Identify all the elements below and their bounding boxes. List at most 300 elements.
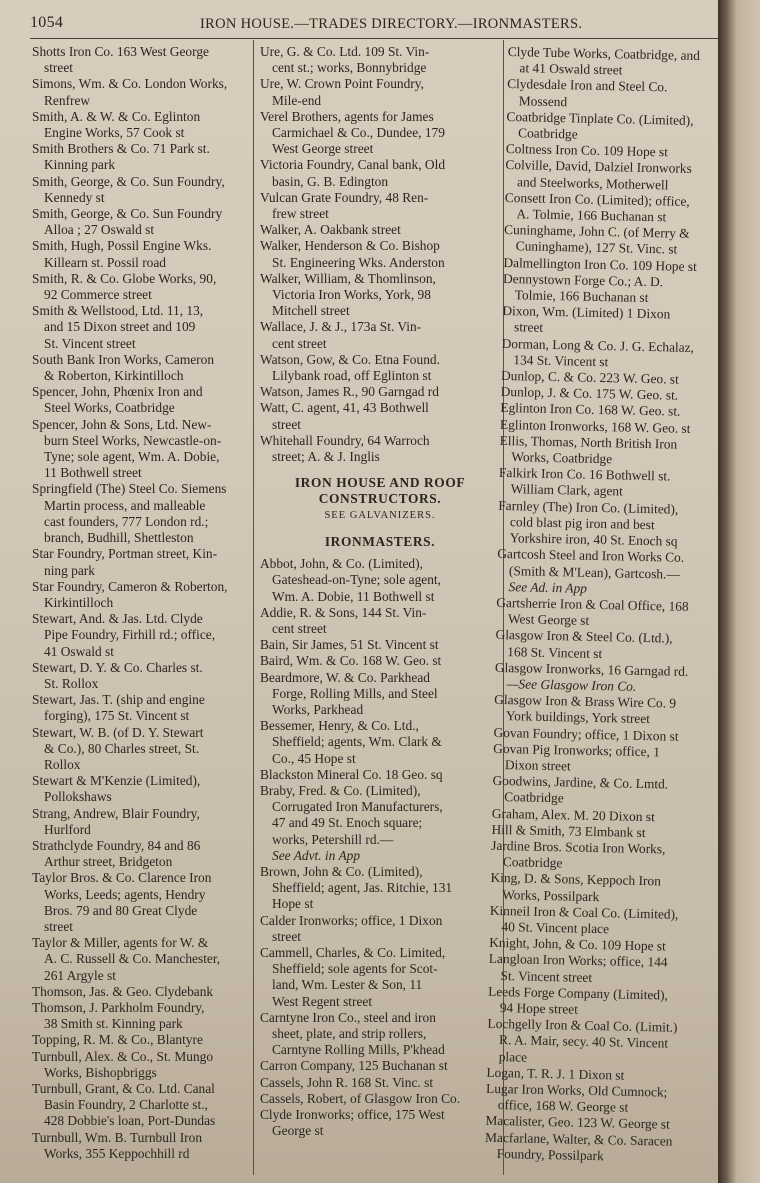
entry-line: A. Tolmie, 166 Buchanan st [516,206,667,225]
directory-entry [32,384,250,416]
entry-line: Knight, John, & Co. 109 Hope st [489,934,666,954]
entry-line: Whitehall Foundry, 64 Warroch [260,432,430,448]
entry-line: Alloa ; 27 Oswald st [44,222,155,238]
entry-line: & Roberton, Kirkintilloch [44,368,184,384]
entry-line: Works, Possilpark [502,886,600,904]
entry-line: Dunlop, J. & Co. 175 W. Geo. st. [500,384,679,403]
directory-entry [32,109,250,141]
entry-line: Falkirk Iron Co. 16 Bothwell st. [498,465,671,484]
directory-entry [260,238,500,270]
entry-line: Sheffield; agent, Jas. Ritchie, 131 [272,880,453,896]
entry-line: St. Vincent street [44,335,136,351]
directory-entry [260,352,500,384]
entry-line: Carntyne Iron Co., steel and iron [260,1009,436,1025]
entry-line: cent st.; works, Bonnybridge [272,60,427,76]
directory-entry [32,984,250,1000]
entry-line: Bros. 79 and 80 Great Clyde [44,902,198,918]
entry-line: Braby, Fred. & Co. (Limited), [260,782,421,798]
entry-line: Martin process, and malleable [44,497,206,513]
directory-entry [260,157,500,189]
entry-line: Calder Ironworks; office, 1 Dixon [260,912,443,928]
entry-line: Eglinton Ironworks, 168 W. Geo. st [499,416,691,436]
entry-line: St. Rollox [44,675,99,691]
entry-line: Smith, A. & W. & Co. Eglinton [32,108,201,124]
entry-line: Baird, Wm. & Co. 168 W. Geo. st [260,653,442,669]
entry-line: Carron Company, 125 Buchanan st [260,1058,448,1074]
entry-line: and Steelworks, Motherwell [516,173,669,193]
entry-line: Graham, Alex. M. 20 Dixon st [491,805,655,824]
entry-line: street [44,918,73,934]
directory-entry [32,1032,250,1048]
entry-line: Stewart, D. Y. & Co. Charles st. [32,659,203,675]
running-title: IRON HOUSE.—TRADES DIRECTORY.—IRONMASTERS. [200,16,583,32]
entry-line: Tyne; sole agent, Wm. A. Dobie, [44,449,220,465]
entry-line: Langloan Iron Works; office, 144 [488,951,668,970]
directory-entry [32,206,250,238]
entry-line: Beardmore, W. & Co. Parkhead [260,669,430,685]
entry-line: Lilybank road, off Eglinton st [272,368,432,384]
entry-line: Forge, Rolling Mills, and Steel [272,685,438,701]
directory-entry [32,1130,250,1162]
entry-line: Dalmellington Iron Co. 109 Hope st [503,254,697,274]
directory-entry [260,76,500,108]
entry-line: Smith Brothers & Co. 71 Park st. [32,141,210,157]
entry-line: basin, G. B. Edington [272,173,389,189]
directory-entry [504,190,713,227]
entry-line: branch, Budhill, Shettleston [44,530,194,546]
entry-line: Victoria Foundry, Canal bank, Old [260,157,446,173]
entry-line: and 15 Dixon street and 109 [44,319,196,335]
directory-entry [32,660,250,692]
directory-entry [32,773,250,805]
directory-entry [260,190,500,222]
entry-line: R. A. Mair, secy. 40 St. Vincent [498,1032,669,1051]
entry-line: Works, Bishopbriggs [44,1064,157,1080]
directory-entry [497,498,706,551]
entry-line: Smith, R. & Co. Globe Works, 90, [32,270,217,286]
directory-entry [32,238,250,270]
entry-line: Kennedy st [44,189,105,205]
entry-line: George st [272,1123,324,1139]
entry-line: West George street [272,141,374,157]
directory-entry [260,605,500,637]
directory-entry [495,627,704,664]
entry-line: cent street [272,620,327,636]
entry-line: ning park [44,562,95,578]
entry-line: Topping, R. M. & Co., Blantyre [32,1032,203,1048]
directory-entry [492,773,701,810]
entry-line: street [272,416,301,432]
entry-line: Arthur street, Bridgeton [44,854,173,870]
header-rule [30,38,718,39]
entry-line: 168 St. Vincent st [507,643,603,661]
entry-line: Ure, G. & Co. Ltd. 109 St. Vin- [260,44,430,59]
entry-line: Ure, W. Crown Point Foundry, [260,76,424,92]
entry-line: Thomson, Jas. & Geo. Clydebank [32,983,214,999]
entry-line: William Clark, agent [510,481,623,499]
entry-line: land, Wm. Lester & Son, 11 [272,977,423,993]
column-2 [260,44,500,1139]
directory-entry [260,556,500,605]
entry-line: Watt, C. agent, 41, 43 Bothwell [260,400,429,416]
directory-entry [32,481,250,546]
directory-entry [32,1049,250,1081]
entry-line: Kinneil Iron & Coal Co. (Limited), [489,902,679,922]
directory-entry [260,271,500,320]
directory-entry [32,725,250,774]
entry-line: Walker, Henderson & Co. Bishop [260,238,440,254]
entry-line: Dorman, Long & Co. J. G. Echalaz, [501,335,695,355]
directory-entry [32,76,250,108]
entry-line: Clyde Tube Works, Coatbridge, and [507,44,701,64]
entry-line: Coatbridge [502,854,563,871]
entry-line: 261 Argyle st [44,967,116,983]
entry-line: Clydesdale Iron and Steel Co. [507,76,668,95]
directory-entry [32,838,250,870]
entry-line: Engine Works, 57 Cook st [44,125,185,141]
entry-line: Farnley (The) Iron Co. (Limited), [498,497,679,517]
entry-line: frew street [272,206,329,222]
entry-line: Cuninghame, John C. (of Merry & [503,222,690,242]
directory-entry [32,174,250,206]
directory-entry [260,222,500,238]
entry-line: Consett Iron Co. (Limited); office, [504,189,690,209]
entry-line: Stewart, W. B. (of D. Y. Stewart [32,724,204,740]
directory-entry [485,1129,694,1166]
entry-line: Stewart & M'Kenzie (Limited), [32,773,201,789]
entry-line: Lugar Iron Works, Old Cumnock; [485,1080,668,1100]
entry-line: Verel Brothers, agents for James [260,108,434,124]
entry-line: cold blast pig iron and best [509,514,655,533]
entry-line: office, 168 W. George st [497,1097,629,1115]
directory-entry [260,945,500,1010]
entry-line: Victoria Iron Works, York, 98 [272,287,431,303]
entry-line: Taylor Bros. & Co. Clarence Iron [32,870,212,886]
entry-line: cast founders, 777 London rd.; [44,513,209,529]
entry-line: Sheffield; sole agents for Scot- [272,961,438,977]
entry-line: Mitchell street [272,303,350,319]
heading-line: CONSTRUCTORS. [318,491,442,507]
entry-line: Kirkintilloch [44,594,114,610]
entry-line: Rollox [44,756,81,772]
column-rule [253,40,254,1175]
entry-line: Strathclyde Foundry, 84 and 86 [32,837,201,853]
entry-line: Smith, George, & Co. Sun Foundry, [32,173,225,189]
entry-line: Basin Foundry, 2 Charlotte st., [44,1097,208,1113]
entry-line: Star Foundry, Cameron & Roberton, [32,578,228,594]
section-heading [260,475,500,507]
directory-entry [503,271,712,308]
directory-entry [260,670,500,719]
directory-entry [260,767,500,783]
directory-entry [488,951,697,988]
entry-line: Pollokshaws [44,789,112,805]
entry-line: Steel Works, Coatbridge [44,400,175,416]
entry-line: Vulcan Grate Foundry, 48 Ren- [260,189,429,205]
directory-entry [488,984,697,1021]
entry-line: Works, Coatbridge [511,449,613,467]
entry-line: Bain, Sir James, 51 St. Vincent st [260,637,439,653]
entry-line: Turnbull, Alex. & Co., St. Mungo [32,1048,214,1064]
entry-line: Tolmie, 166 Buchanan st [514,287,649,306]
entry-line: Yorkshire iron, 40 St. Enoch sq [509,530,678,549]
directory-entry [32,352,250,384]
entry-line: Coltness Iron Co. 109 Hope st [505,141,669,160]
entry-line: Hurlford [44,821,91,837]
entry-line: Strang, Andrew, Blair Foundry, [32,805,200,821]
entry-line: Carmichael & Co., Dundee, 179 [272,125,445,141]
entry-line: Foundry, Possilpark [496,1145,604,1164]
entry-line: Cuninghame), 127 St. Vinc. st [515,238,678,258]
entry-line: Sheffield; agents, Wm. Clark & [272,734,442,750]
directory-entry [494,660,703,697]
entry-line: Walker, A. Oakbank street [260,222,401,238]
book-gutter [718,0,760,1183]
entry-line: Gateshead-on-Tyne; sole agent, [272,572,441,588]
directory-entry [32,271,250,303]
entry-line: 428 Dobbie's loan, Port-Dundas [44,1113,216,1129]
entry-line: Turnbull, Grant, & Co. Ltd. Canal [32,1081,215,1096]
entry-line: Coatbridge Tinplate Co. (Limited), [506,108,694,128]
entry-line: Smith & Wellstood, Ltd. 11, 13, [32,303,204,319]
column-3 [485,44,716,1166]
entry-line: A. C. Russell & Co. Manchester, [44,951,221,967]
entry-line: at 41 Oswald street [519,60,623,78]
entry-line: Blackston Mineral Co. 18 Geo. sq [260,766,443,782]
entry-line: Coatbridge [517,125,578,142]
directory-entry [32,44,250,76]
directory-entry [32,141,250,173]
entry-line: Taylor & Miller, agents for W. & [32,935,209,951]
entry-line: Springfield (The) Steel Co. Siemens [32,481,227,497]
entry-line: 11 Bothwell street [44,465,142,481]
entry-line: West George st [507,611,590,628]
entry-line: Pipe Foundry, Firhill rd.; office, [44,627,216,643]
entry-line: Jardine Bros. Scotia Iron Works, [491,837,666,857]
entry-line: Glasgow Ironworks, 16 Garngad rd. [494,659,689,679]
directory-entry [260,913,500,945]
heading-line: IRON HOUSE AND ROOF [294,475,466,491]
entry-line: 41 Oswald st [44,643,114,659]
directory-entry [260,1075,500,1091]
entry-line: Lochgelly Iron & Coal Co. (Limit.) [487,1015,678,1035]
directory-entry [260,1010,500,1059]
directory-entry [260,433,500,465]
entry-line: Works, Leeds; agents, Hendry [44,886,206,902]
entry-line: Logan, T. R. J. 1 Dixon st [486,1064,625,1083]
entry-line: Stewart, And. & Jas. Ltd. Clyde [32,611,203,627]
directory-entry [505,157,714,194]
entry-line: Walker, William, & Thomlinson, [260,270,436,286]
directory-entry [260,783,500,864]
entry-line: West Regent street [272,993,373,1009]
directory-entry [32,935,250,984]
directory-entry [490,870,699,907]
entry-line: Abbot, John, & Co. (Limited), [260,556,423,572]
entry-line: Leeds Forge Company (Limited), [488,983,669,1003]
entry-line: Dixon street [504,757,571,774]
entry-line: works, Petershill rd.— [272,831,394,847]
entry-line: Goodwins, Jardine, & Co. Lmtd. [492,772,669,792]
entry-line: York buildings, York street [505,708,651,727]
entry-line: South Bank Iron Works, Cameron [32,351,215,367]
entry-line: (Smith & M'Lean), Gartcosh.— [508,562,680,582]
entry-line: Ellis, Thomas, North British Iron [499,432,678,452]
entry-line: Killearn st. Possil road [44,254,166,270]
directory-entry [32,1081,250,1130]
entry-line: St. Vincent street [500,967,593,985]
entry-line: 40 St. Vincent place [501,919,610,937]
advert-reference: See Advt. in App [272,847,361,863]
entry-line: 47 and 49 St. Enoch square; [272,815,423,831]
entry-line: Watson, Gow, & Co. Etna Found. [260,351,440,367]
entry-line: Dennystown Forge Co.; A. D. [502,270,664,290]
entry-line: burn Steel Works, Newcastle-on- [44,432,222,448]
entry-line: Stewart, Jas. T. (ship and engine [32,692,205,708]
entry-line: Simons, Wm. & Co. London Works, [32,76,228,92]
entry-line: Hope st [272,896,314,912]
entry-line: Clyde Ironworks; office, 175 West [260,1107,445,1122]
directory-entry [506,109,715,146]
advert-reference: —See Glasgow Iron Co. [506,676,637,694]
entry-line: Colville, David, Dalziel Ironworks [505,157,692,177]
column-1 [32,44,250,1162]
entry-line: Dixon, Wm. (Limited) 1 Dixon [502,303,671,322]
directory-entry [32,303,250,352]
directory-entry [32,692,250,724]
directory-entry [491,838,700,875]
entry-line: Spencer, John, Phœnix Iron and [32,384,203,400]
entry-line: street [44,60,73,76]
entry-line: Works, 355 Keppochhill rd [44,1145,190,1161]
directory-entry [260,1091,500,1107]
entry-line: Shotts Iron Co. 163 West George [32,44,209,59]
entry-line: 134 St. Vincent st [513,352,609,370]
entry-line: Carntyne Rolling Mills, P'khead [272,1042,445,1058]
entry-line: Macalister, Geo. 123 W. George st [485,1113,670,1133]
entry-line: Govan Pig Ironworks; office, 1 [493,740,661,760]
directory-entry [260,637,500,653]
directory-entry [498,465,707,502]
entry-line: Eglinton Iron Co. 168 W. Geo. st. [500,400,681,420]
entry-line: Glasgow Iron & Brass Wire Co. 9 [494,691,677,711]
directory-entry [499,433,708,470]
directory-entry [493,741,702,778]
directory-entry [32,611,250,660]
directory-entry [507,44,716,81]
directory-entry [260,44,500,76]
entry-line: Brown, John & Co. (Limited), [260,863,423,879]
directory-entry [260,109,500,158]
directory-entry [260,1107,500,1139]
directory-entry [260,653,500,669]
directory-entry [260,384,500,400]
entry-line: street [272,928,301,944]
entry-line: street [513,319,544,336]
entry-line: Dunlop, C. & Co. 223 W. Geo. st [500,367,679,387]
entry-line: Renfrew [44,92,91,108]
entry-line: Addie, R. & Sons, 144 St. Vin- [260,604,427,620]
directory-entry [260,319,500,351]
directory-entry [260,400,500,432]
directory-entry [494,692,703,729]
directory-entry [32,806,250,838]
entry-line: Cassels, Robert, of Glasgow Iron Co. [260,1090,461,1106]
directory-entry [489,903,698,940]
directory-entry [487,1016,696,1069]
entry-line: 38 Smith st. Kinning park [44,1016,183,1032]
entry-line: street; A. & J. Inglis [272,449,380,465]
entry-line: Coatbridge [504,789,564,806]
directory-entry [32,1000,250,1032]
entry-line: Macfarlane, Walter, & Co. Saracen [484,1129,673,1149]
directory-entry [32,417,250,482]
entry-line: Smith, Hugh, Possil Engine Wks. [32,238,212,254]
entry-line: Corrugated Iron Manufacturers, [272,799,443,815]
entry-line: Kinning park [44,157,116,173]
directory-entry [496,546,705,599]
directory-entry [501,336,710,373]
entry-line: cent street [272,335,327,351]
entry-line: Govan Foundry; office, 1 Dixon st [493,724,679,744]
directory-entry [502,303,711,340]
directory-entry [496,595,705,632]
entry-line: & Co.), 80 Charles street, St. [44,740,200,756]
cross-reference: SEE GALVANIZERS. [324,509,436,521]
entry-line: forging), 175 St. Vincent st [44,708,190,724]
directory-entry [32,579,250,611]
entry-line: Smith, George, & Co. Sun Foundry [32,206,223,222]
entry-line: Bessemer, Henry, & Co. Ltd., [260,718,419,734]
entry-line: Gartcosh Steel and Iron Works Co. [497,546,685,566]
entry-line: Gartsherrie Iron & Coal Office, 168 [496,594,689,614]
entry-line: Star Foundry, Portman street, Kin- [32,546,218,562]
entry-line: Thomson, J. Parkholm Foundry, [32,999,205,1015]
entry-line: Turnbull, Wm. B. Turnbull Iron [32,1129,203,1145]
entry-line: Glasgow Iron & Steel Co. (Ltd.), [495,627,673,646]
entry-line: Mossend [518,92,568,109]
directory-entry [260,1058,500,1074]
advert-reference: See Ad. in App [508,578,588,596]
entry-line: St. Engineering Wks. Anderston [272,254,445,270]
directory-entry [504,222,713,259]
entry-line: Mile-end [272,92,322,108]
directory-entry [507,76,716,113]
entry-line: 92 Commerce street [44,287,152,303]
section-heading: IRONMASTERS. [324,533,436,549]
entry-line: Spencer, John & Sons, Ltd. New- [32,416,212,432]
entry-line: Wm. A. Dobie, 11 Bothwell st [272,588,435,604]
entry-line: Co., 45 Hope st [272,750,356,766]
entry-line: 94 Hope street [499,1000,579,1017]
entry-line: Hill & Smith, 73 Elmbank st [491,821,646,840]
directory-entry [260,718,500,767]
entry-line: sheet, plate, and strip rollers, [272,1025,427,1041]
entry-line: place [498,1048,528,1065]
entry-line: Works, Parkhead [272,701,364,717]
directory-entry [486,1081,695,1118]
entry-line: King, D. & Sons, Keppoch Iron [490,870,662,889]
directory-entry [32,870,250,935]
page-number: 1054 [30,14,64,31]
entry-line: Watson, James R., 90 Garngad rd [260,384,439,400]
entry-line: Cassels, John R. 168 St. Vinc. st [260,1074,434,1090]
entry-line: Cammell, Charles, & Co. Limited, [260,944,446,960]
directory-entry [32,546,250,578]
entry-line: Wallace, J. & J., 173a St. Vin- [260,319,422,335]
page-header [30,8,720,34]
directory-entry [260,864,500,913]
